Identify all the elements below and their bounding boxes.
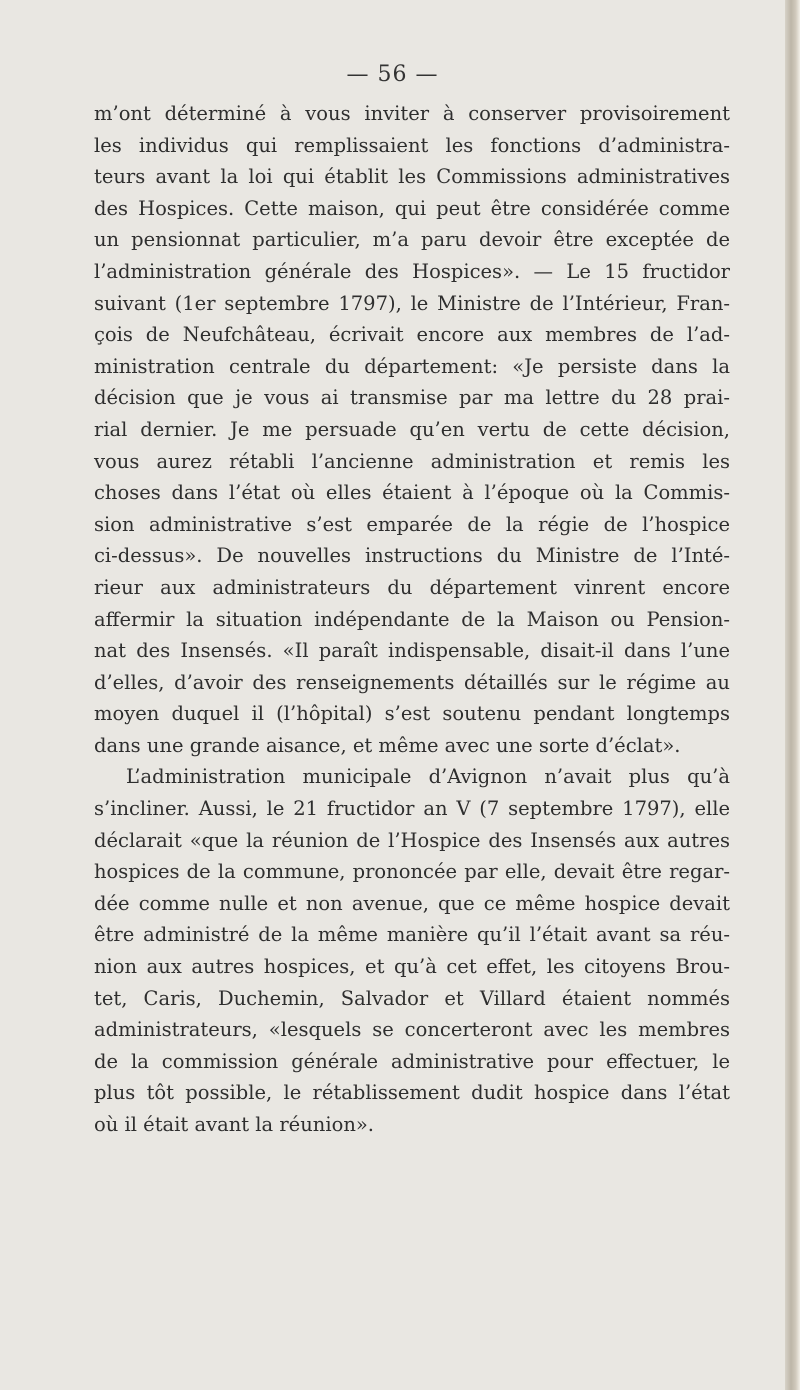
text-line: nat des Insensés. «Il paraît indispensable, disait-il dans l’une	[94, 639, 730, 663]
text-line: plus tôt possible, le rétablissement dudit hospice dans l’état	[94, 1081, 730, 1105]
text-line: moyen duquel il (l’hôpital) s’est soutenu pendant longtemps	[94, 702, 730, 726]
text-line: dée comme nulle et non avenue, que ce même hospice devait	[94, 891, 730, 915]
text-line: vous aurez rétabli l’ancienne administration et remis les	[94, 449, 730, 473]
page-number: — 56 —	[346, 62, 439, 87]
text-line: m’ont déterminé à vous inviter à conserver provisoirement	[94, 102, 730, 125]
text-line: suivant (1er septembre 1797), le Ministre de l’Intérieur, Fran-	[94, 291, 730, 315]
paragraph-start-line: L’administration municipale d’Avignon n’avait plus qu’à	[126, 765, 730, 789]
text-line: choses dans l’état où elles étaient à l’époque où la Commis-	[94, 481, 730, 505]
text-line: çois de Neufchâteau, écrivait encore aux membres de l’ad-	[94, 323, 730, 347]
text-line: les individus qui remplissaient les fonctions d’administra-	[94, 133, 730, 157]
text-line: s’incliner. Aussi, le 21 fructidor an V (7 septembre 1797), elle	[94, 797, 730, 821]
text-line: l’administration générale des Hospices». — Le 15 fructidor	[94, 259, 730, 283]
text-line: hospices de la commune, prononcée par elle, devait être regar-	[94, 860, 730, 884]
text-line: des Hospices. Cette maison, qui peut être considérée comme	[94, 196, 730, 220]
text-line: tet, Caris, Duchemin, Salvador et Villard étaient nommés	[94, 986, 730, 1010]
text-line: teurs avant la loi qui établit les Commissions administratives	[94, 165, 730, 189]
text-line: où il était avant la réunion».	[94, 1113, 375, 1136]
text-line: de la commission générale administrative pour effectuer, le	[94, 1049, 730, 1073]
text-line: ministration centrale du département: «Je persiste dans la	[94, 354, 730, 378]
text-line: un pensionnat particulier, m’a paru devoir être exceptée de	[94, 228, 730, 252]
text-line: affermir la situation indépendante de la Maison ou Pension-	[94, 607, 730, 631]
page-edge-shadow	[785, 0, 800, 1390]
body-text	[94, 98, 730, 1141]
text-line: nion aux autres hospices, et qu’à cet effet, les citoyens Brou-	[94, 955, 730, 979]
text-line: administrateurs, «lesquels se concerteront avec les membres	[94, 1018, 730, 1042]
text-line: sion administrative s’est emparée de la régie de l’hospice	[94, 512, 730, 536]
text-line: ci-dessus». De nouvelles instructions du Ministre de l’Inté-	[94, 544, 730, 568]
text-line: être administré de la même manière qu’il l’était avant sa réu-	[94, 923, 730, 947]
text-line: décision que je vous ai transmise par ma lettre du 28 prai-	[94, 386, 730, 410]
text-line: rial dernier. Je me persuade qu’en vertu de cette décision,	[94, 417, 730, 441]
text-line: déclarait «que la réunion de l’Hospice des Insensés aux autres	[94, 828, 730, 852]
text-line: d’elles, d’avoir des renseignements détaillés sur le régime au	[94, 670, 730, 694]
text-line: rieur aux administrateurs du département vinrent encore	[94, 575, 730, 599]
text-line: dans une grande aisance, et même avec une sorte d’éclat».	[94, 733, 681, 757]
